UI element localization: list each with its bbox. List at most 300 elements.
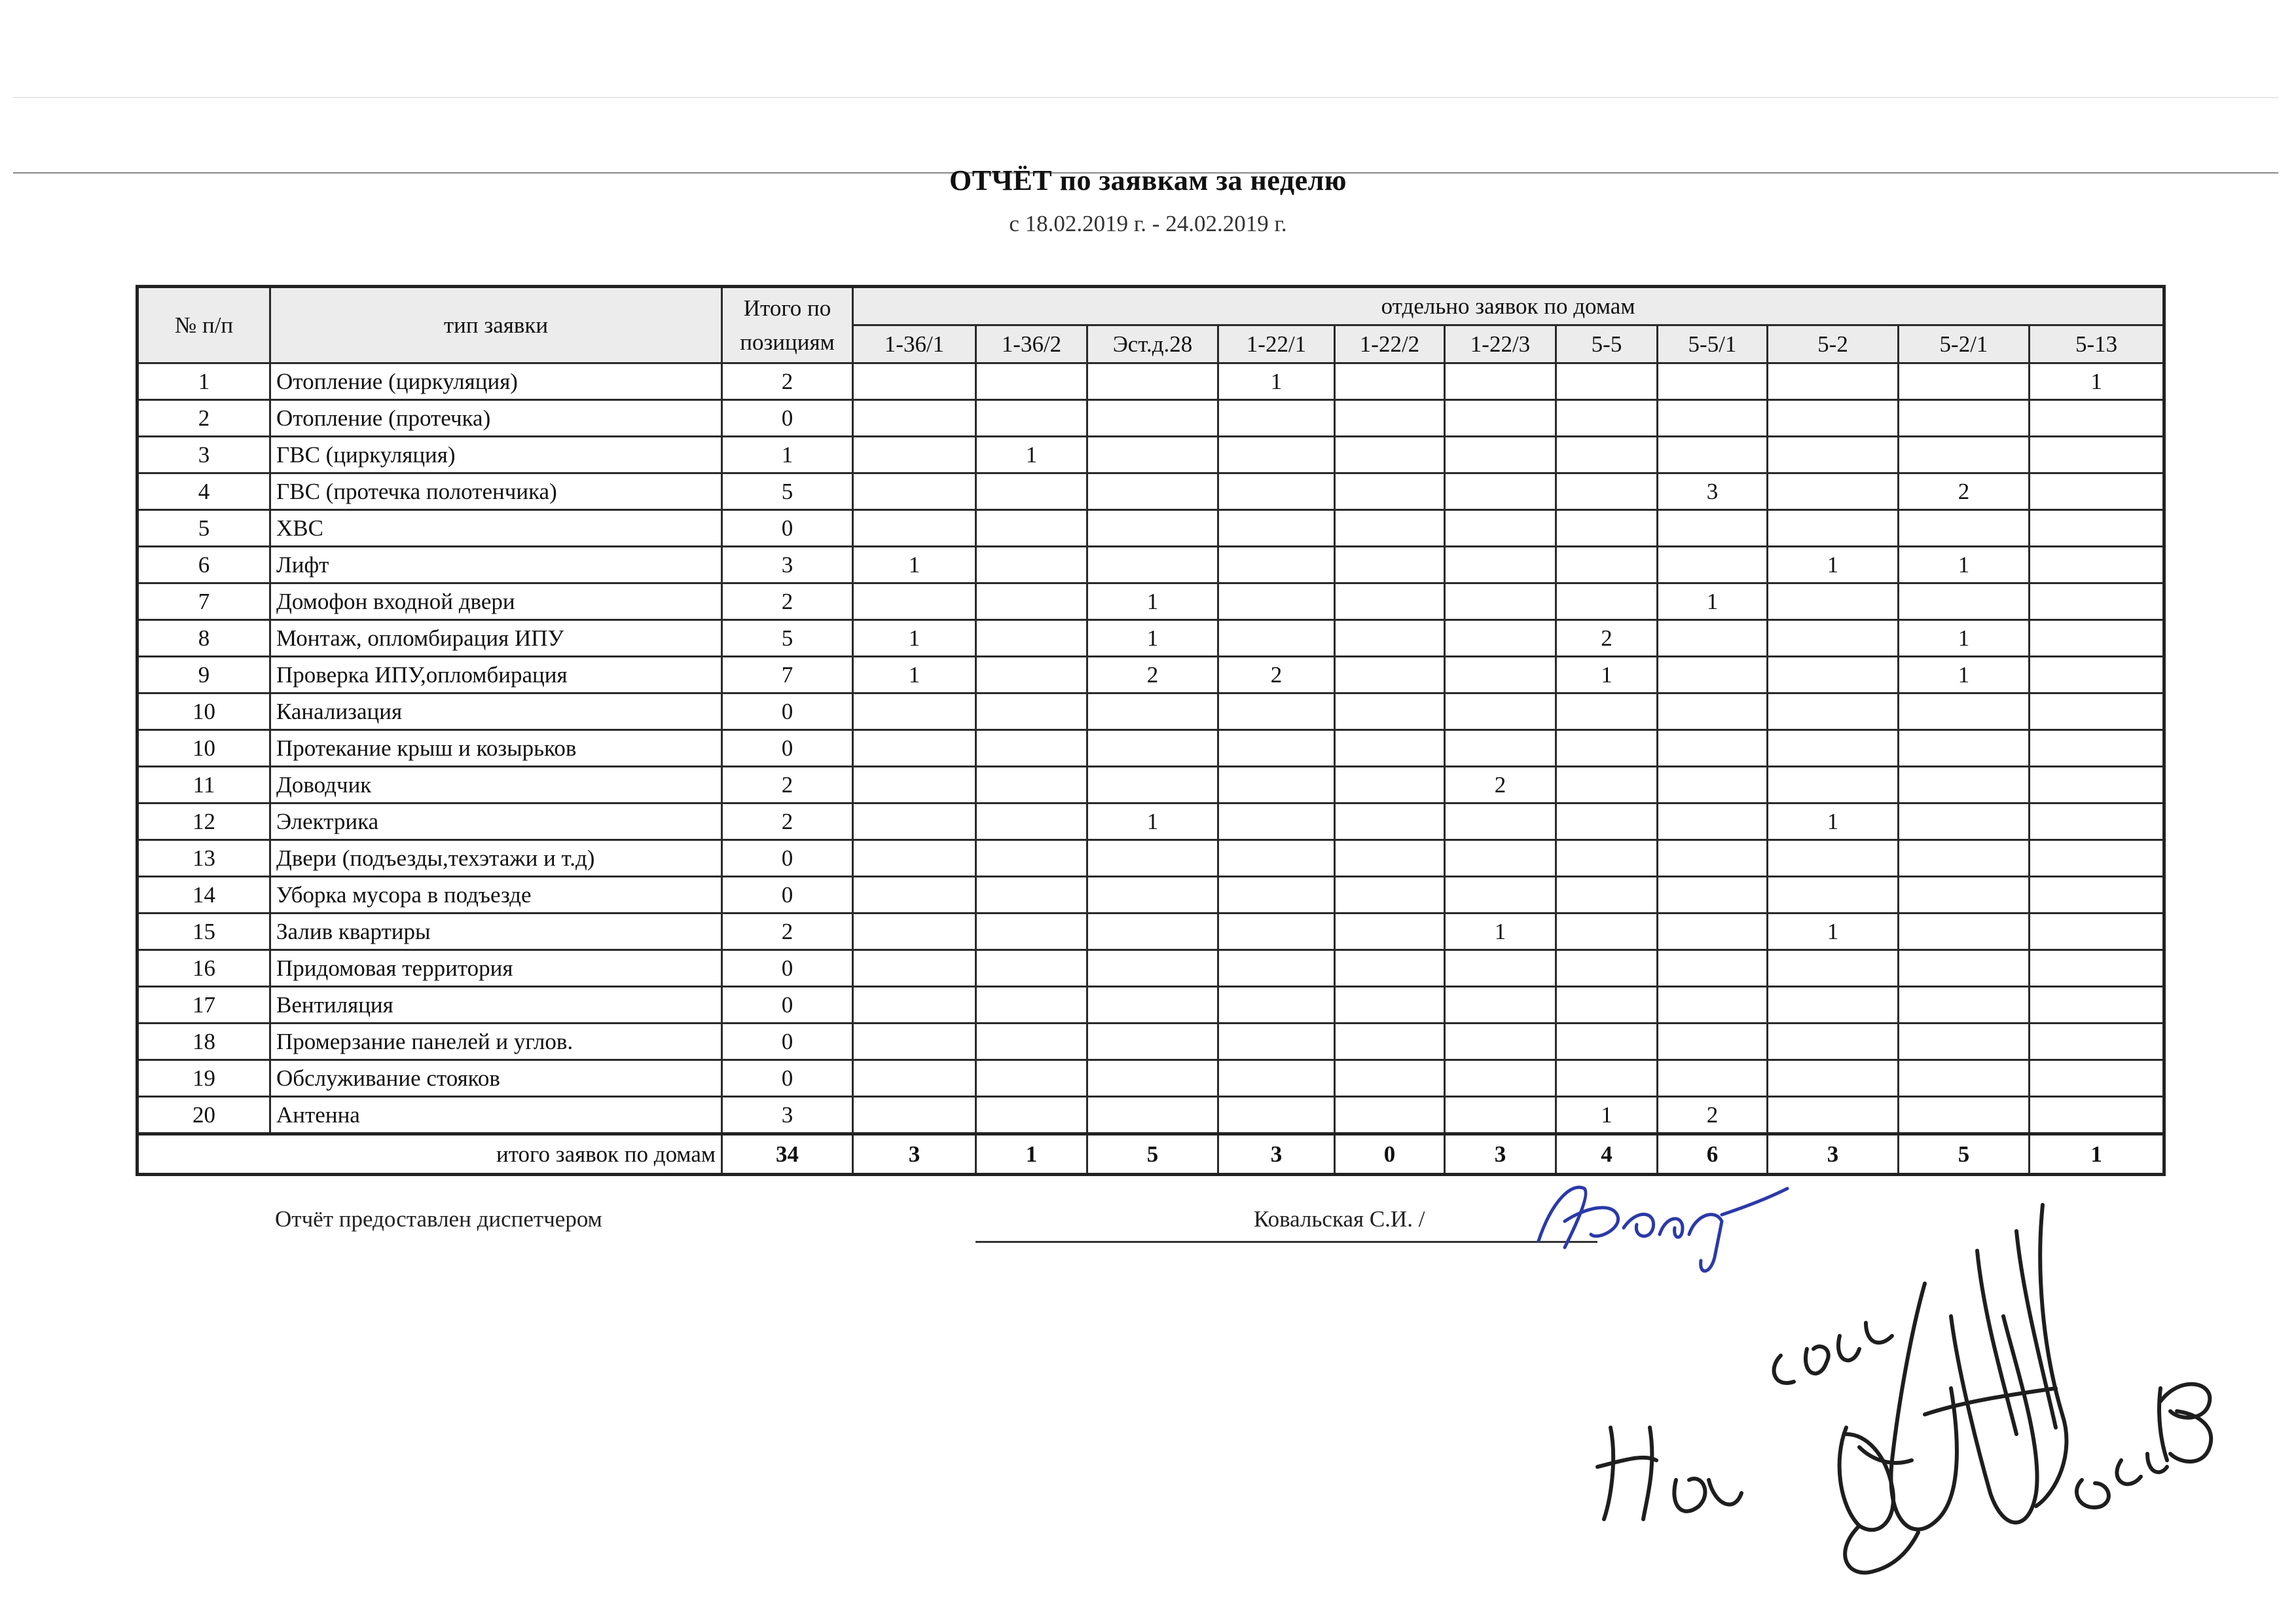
house-cell <box>1658 730 1768 767</box>
house-cell <box>853 803 976 840</box>
table-row <box>137 840 2164 877</box>
house-cell <box>2030 437 2164 473</box>
house-cell <box>1335 877 1445 913</box>
table-row <box>137 693 2164 730</box>
house-cell <box>1218 950 1335 987</box>
row-total: 1 <box>722 437 853 473</box>
house-cell <box>1445 803 1556 840</box>
footer-house-total: 5 <box>1087 1134 1218 1175</box>
house-cell <box>2030 877 2164 913</box>
table-row <box>137 510 2164 547</box>
house-cell <box>2030 803 2164 840</box>
table-row <box>137 437 2164 473</box>
footer-house-total: 4 <box>1556 1134 1658 1175</box>
house-cell <box>1768 950 1899 987</box>
footer-house-total: 3 <box>853 1134 976 1175</box>
row-number: 10 <box>137 730 270 767</box>
house-cell <box>1218 767 1335 803</box>
row-request-type: Обслуживание стояков <box>270 1060 722 1097</box>
header-house: 5-5/1 <box>1658 325 1768 363</box>
house-cell <box>1445 987 1556 1024</box>
house-cell <box>1445 363 1556 400</box>
house-cell <box>1899 583 2030 620</box>
house-cell: 1 <box>1899 547 2030 583</box>
house-cell <box>1556 363 1658 400</box>
house-cell <box>2030 950 2164 987</box>
row-request-type: Лифт <box>270 547 722 583</box>
house-cell <box>976 693 1087 730</box>
house-cell <box>1218 877 1335 913</box>
house-cell <box>1899 363 2030 400</box>
house-cell <box>976 657 1087 693</box>
house-cell: 1 <box>1556 657 1658 693</box>
house-cell <box>1658 950 1768 987</box>
house-cell <box>2030 1024 2164 1060</box>
house-cell <box>1087 767 1218 803</box>
house-cell <box>1445 693 1556 730</box>
house-cell <box>976 1097 1087 1134</box>
house-cell <box>1768 877 1899 913</box>
house-cell <box>1658 1060 1768 1097</box>
house-cell <box>2030 1060 2164 1097</box>
row-number: 2 <box>137 400 270 437</box>
house-cell <box>2030 620 2164 657</box>
house-cell <box>1087 1024 1218 1060</box>
house-cell <box>853 363 976 400</box>
house-cell <box>1768 620 1899 657</box>
house-cell <box>1768 840 1899 877</box>
house-cell <box>853 473 976 510</box>
house-cell: 1 <box>853 547 976 583</box>
house-cell <box>1218 547 1335 583</box>
house-cell <box>1556 803 1658 840</box>
header-type: тип заявки <box>270 287 722 363</box>
house-cell: 1 <box>1445 913 1556 950</box>
house-cell <box>1335 1060 1445 1097</box>
report-title: ОТЧЁТ по заявкам за неделю <box>949 164 1347 196</box>
house-cell <box>1218 473 1335 510</box>
house-cell <box>853 693 976 730</box>
house-cell <box>1899 1060 2030 1097</box>
house-cell <box>1899 400 2030 437</box>
row-request-type: Антенна <box>270 1097 722 1134</box>
table-row <box>137 1097 2164 1134</box>
row-total: 0 <box>722 510 853 547</box>
table-row <box>137 473 2164 510</box>
row-total: 5 <box>722 473 853 510</box>
house-cell <box>1899 987 2030 1024</box>
report-period: с 18.02.2019 г. - 24.02.2019 г. <box>1009 211 1287 236</box>
house-cell <box>976 363 1087 400</box>
house-cell <box>1658 437 1768 473</box>
house-cell <box>1087 950 1218 987</box>
header-num: № п/п <box>137 287 270 363</box>
row-number: 8 <box>137 620 270 657</box>
footer-house-total: 3 <box>1768 1134 1899 1175</box>
house-cell <box>1768 473 1899 510</box>
header-house: 5-2/1 <box>1899 325 2030 363</box>
house-cell <box>1556 1024 1658 1060</box>
house-cell <box>1218 987 1335 1024</box>
house-cell <box>1768 767 1899 803</box>
house-cell <box>1658 693 1768 730</box>
report-table <box>136 285 2166 1176</box>
header-house: 1-36/2 <box>976 325 1087 363</box>
row-request-type: ГВС (циркуляция) <box>270 437 722 473</box>
house-cell <box>1087 473 1218 510</box>
house-cell <box>976 730 1087 767</box>
house-cell <box>1087 693 1218 730</box>
house-cell <box>1087 913 1218 950</box>
house-cell <box>1768 437 1899 473</box>
header-house: 1-22/1 <box>1218 325 1335 363</box>
row-request-type: Доводчик <box>270 767 722 803</box>
house-cell <box>1335 767 1445 803</box>
house-cell: 1 <box>853 657 976 693</box>
table-row <box>137 583 2164 620</box>
house-cell <box>1556 950 1658 987</box>
row-total: 5 <box>722 620 853 657</box>
house-cell <box>1445 1024 1556 1060</box>
house-cell <box>2030 400 2164 437</box>
house-cell <box>1335 363 1445 400</box>
house-cell <box>1335 657 1445 693</box>
house-cell <box>1087 987 1218 1024</box>
row-total: 0 <box>722 877 853 913</box>
house-cell <box>1768 363 1899 400</box>
row-request-type: Придомовая территория <box>270 950 722 987</box>
house-cell <box>1335 620 1445 657</box>
signature-line <box>975 1241 1597 1243</box>
house-cell <box>976 767 1087 803</box>
house-cell <box>1335 510 1445 547</box>
header-house: 5-13 <box>2030 325 2164 363</box>
header-house: 5-5 <box>1556 325 1658 363</box>
house-cell <box>1899 840 2030 877</box>
house-cell <box>976 1024 1087 1060</box>
footer-house-total: 1 <box>2030 1134 2164 1175</box>
house-cell <box>1218 913 1335 950</box>
row-number: 3 <box>137 437 270 473</box>
row-total: 0 <box>722 987 853 1024</box>
house-cell <box>1768 510 1899 547</box>
house-cell: 1 <box>976 437 1087 473</box>
house-cell <box>1899 1097 2030 1134</box>
house-cell <box>1335 473 1445 510</box>
house-cell <box>853 1024 976 1060</box>
house-cell <box>976 547 1087 583</box>
house-cell: 1 <box>1768 913 1899 950</box>
house-cell: 1 <box>1556 1097 1658 1134</box>
row-number: 6 <box>137 547 270 583</box>
footer-house-total: 6 <box>1658 1134 1768 1175</box>
house-cell <box>1445 730 1556 767</box>
house-cell <box>1899 437 2030 473</box>
row-total: 3 <box>722 547 853 583</box>
footer-house-total: 3 <box>1445 1134 1556 1175</box>
row-total: 2 <box>722 803 853 840</box>
row-request-type: Отопление (протечка) <box>270 400 722 437</box>
house-cell <box>1335 1024 1445 1060</box>
footer-house-total: 5 <box>1899 1134 2030 1175</box>
house-cell <box>2030 547 2164 583</box>
table-row <box>137 1024 2164 1060</box>
house-cell <box>1218 730 1335 767</box>
row-request-type: Отопление (циркуляция) <box>270 363 722 400</box>
house-cell <box>1445 510 1556 547</box>
house-cell <box>1218 510 1335 547</box>
house-cell <box>1335 913 1445 950</box>
house-cell <box>1556 913 1658 950</box>
house-cell <box>1218 1097 1335 1134</box>
report-provided-by: Отчёт предоставлен диспетчером <box>275 1206 602 1232</box>
house-cell <box>1445 437 1556 473</box>
row-total: 0 <box>722 730 853 767</box>
table-row <box>137 913 2164 950</box>
house-cell: 1 <box>1087 583 1218 620</box>
table-row <box>137 620 2164 657</box>
house-cell <box>1087 1097 1218 1134</box>
house-cell <box>1768 583 1899 620</box>
house-cell <box>1218 803 1335 840</box>
row-number: 7 <box>137 583 270 620</box>
house-cell <box>1556 1060 1658 1097</box>
house-cell <box>1445 950 1556 987</box>
row-request-type: Электрика <box>270 803 722 840</box>
house-cell <box>853 510 976 547</box>
house-cell <box>1658 400 1768 437</box>
table-row <box>137 877 2164 913</box>
house-cell <box>1658 840 1768 877</box>
house-cell <box>1658 657 1768 693</box>
house-cell: 2 <box>1445 767 1556 803</box>
house-cell: 1 <box>1087 620 1218 657</box>
house-cell <box>853 730 976 767</box>
house-cell: 1 <box>1087 803 1218 840</box>
house-cell <box>976 913 1087 950</box>
house-cell <box>1335 583 1445 620</box>
row-request-type: ГВС (протечка полотенчика) <box>270 473 722 510</box>
house-cell <box>1445 840 1556 877</box>
house-cell <box>2030 583 2164 620</box>
house-cell <box>1087 363 1218 400</box>
house-cell <box>1087 730 1218 767</box>
row-number: 14 <box>137 877 270 913</box>
house-cell <box>1768 400 1899 437</box>
footer-total-label: итого заявок по домам <box>137 1134 722 1175</box>
row-number: 11 <box>137 767 270 803</box>
row-request-type: Залив квартиры <box>270 913 722 950</box>
table-row <box>137 730 2164 767</box>
house-cell <box>1768 1024 1899 1060</box>
house-cell <box>1218 437 1335 473</box>
house-cell <box>1899 730 2030 767</box>
table-row <box>137 1060 2164 1097</box>
house-cell <box>1087 547 1218 583</box>
house-cell <box>2030 657 2164 693</box>
house-cell <box>1218 620 1335 657</box>
house-cell <box>1556 437 1658 473</box>
house-cell <box>1556 583 1658 620</box>
row-total: 0 <box>722 1060 853 1097</box>
house-cell <box>1218 583 1335 620</box>
house-cell <box>1658 510 1768 547</box>
house-cell <box>853 400 976 437</box>
row-request-type: ХВС <box>270 510 722 547</box>
house-cell: 1 <box>853 620 976 657</box>
footer-grand-total: 34 <box>722 1134 853 1175</box>
row-number: 20 <box>137 1097 270 1134</box>
house-cell <box>1899 693 2030 730</box>
footer-house-total: 0 <box>1335 1134 1445 1175</box>
house-cell <box>1556 877 1658 913</box>
table-row <box>137 767 2164 803</box>
house-cell: 2 <box>1087 657 1218 693</box>
header-house: Эст.д.28 <box>1087 325 1218 363</box>
row-request-type: Домофон входной двери <box>270 583 722 620</box>
dispatcher-name: Ковальская С.И. / <box>1254 1206 1425 1232</box>
house-cell <box>1899 1024 2030 1060</box>
house-cell <box>1658 547 1768 583</box>
house-cell <box>1087 1060 1218 1097</box>
row-total: 2 <box>722 767 853 803</box>
house-cell <box>853 913 976 950</box>
row-number: 12 <box>137 803 270 840</box>
house-cell <box>1658 363 1768 400</box>
row-number: 13 <box>137 840 270 877</box>
house-cell <box>1218 693 1335 730</box>
house-cell <box>976 840 1087 877</box>
house-cell <box>1556 730 1658 767</box>
house-cell <box>1899 510 2030 547</box>
house-cell <box>1335 730 1445 767</box>
house-cell <box>1335 950 1445 987</box>
house-cell <box>853 1060 976 1097</box>
header-house: 5-2 <box>1768 325 1899 363</box>
house-cell <box>1335 693 1445 730</box>
header-houses-group: отдельно заявок по домам <box>853 287 2164 325</box>
row-total: 3 <box>722 1097 853 1134</box>
row-number: 4 <box>137 473 270 510</box>
house-cell <box>1445 1060 1556 1097</box>
house-cell <box>853 1097 976 1134</box>
house-cell <box>2030 987 2164 1024</box>
footer-house-total: 1 <box>976 1134 1087 1175</box>
row-total: 0 <box>722 693 853 730</box>
house-cell <box>1335 400 1445 437</box>
house-cell <box>1445 657 1556 693</box>
house-cell <box>1768 1097 1899 1134</box>
table-row <box>137 950 2164 987</box>
house-cell <box>1335 987 1445 1024</box>
house-cell <box>1087 510 1218 547</box>
row-number: 10 <box>137 693 270 730</box>
house-cell <box>2030 840 2164 877</box>
house-cell <box>976 473 1087 510</box>
row-request-type: Монтаж, опломбирация ИПУ <box>270 620 722 657</box>
row-number: 19 <box>137 1060 270 1097</box>
house-cell <box>1556 767 1658 803</box>
house-cell: 2 <box>1658 1097 1768 1134</box>
house-cell <box>1335 547 1445 583</box>
house-cell <box>976 510 1087 547</box>
row-total: 7 <box>722 657 853 693</box>
house-cell <box>1218 1060 1335 1097</box>
house-cell <box>1658 877 1768 913</box>
house-cell <box>2030 730 2164 767</box>
house-cell <box>1899 803 2030 840</box>
row-number: 17 <box>137 987 270 1024</box>
house-cell <box>1556 547 1658 583</box>
house-cell <box>853 767 976 803</box>
house-cell <box>1768 1060 1899 1097</box>
header-house: 1-36/1 <box>853 325 976 363</box>
house-cell <box>853 583 976 620</box>
house-cell: 1 <box>1899 620 2030 657</box>
approval-signature <box>1584 1153 2232 1611</box>
house-cell <box>1335 437 1445 473</box>
house-cell <box>1768 657 1899 693</box>
house-cell <box>1658 987 1768 1024</box>
row-request-type: Вентиляция <box>270 987 722 1024</box>
house-cell <box>1218 1024 1335 1060</box>
house-cell <box>1556 510 1658 547</box>
footer-house-total: 3 <box>1218 1134 1335 1175</box>
house-cell <box>853 950 976 987</box>
house-cell: 2 <box>1556 620 1658 657</box>
header-house: 1-22/3 <box>1445 325 1556 363</box>
row-total: 0 <box>722 840 853 877</box>
house-cell: 2 <box>1899 473 2030 510</box>
house-cell <box>1335 840 1445 877</box>
house-cell <box>2030 913 2164 950</box>
house-cell <box>1556 473 1658 510</box>
row-number: 5 <box>137 510 270 547</box>
table-row <box>137 363 2164 400</box>
house-cell: 1 <box>1768 803 1899 840</box>
row-number: 9 <box>137 657 270 693</box>
row-number: 15 <box>137 913 270 950</box>
house-cell <box>853 437 976 473</box>
house-cell <box>1768 693 1899 730</box>
row-request-type: Протекание крыш и козырьков <box>270 730 722 767</box>
house-cell <box>1658 803 1768 840</box>
house-cell <box>1087 877 1218 913</box>
house-cell <box>1658 1024 1768 1060</box>
house-cell <box>976 400 1087 437</box>
house-cell <box>2030 510 2164 547</box>
house-cell <box>1445 400 1556 437</box>
house-cell: 3 <box>1658 473 1768 510</box>
house-cell <box>2030 693 2164 730</box>
row-total: 2 <box>722 913 853 950</box>
table-row <box>137 803 2164 840</box>
house-cell <box>1556 693 1658 730</box>
house-cell <box>1445 877 1556 913</box>
row-number: 1 <box>137 363 270 400</box>
house-cell <box>1899 950 2030 987</box>
house-cell <box>976 987 1087 1024</box>
house-cell: 1 <box>1218 363 1335 400</box>
house-cell <box>2030 767 2164 803</box>
house-cell <box>976 583 1087 620</box>
house-cell <box>1768 730 1899 767</box>
table-row <box>137 400 2164 437</box>
house-cell <box>976 1060 1087 1097</box>
row-request-type: Проверка ИПУ,опломбирация <box>270 657 722 693</box>
house-cell <box>1218 840 1335 877</box>
house-cell <box>1658 913 1768 950</box>
